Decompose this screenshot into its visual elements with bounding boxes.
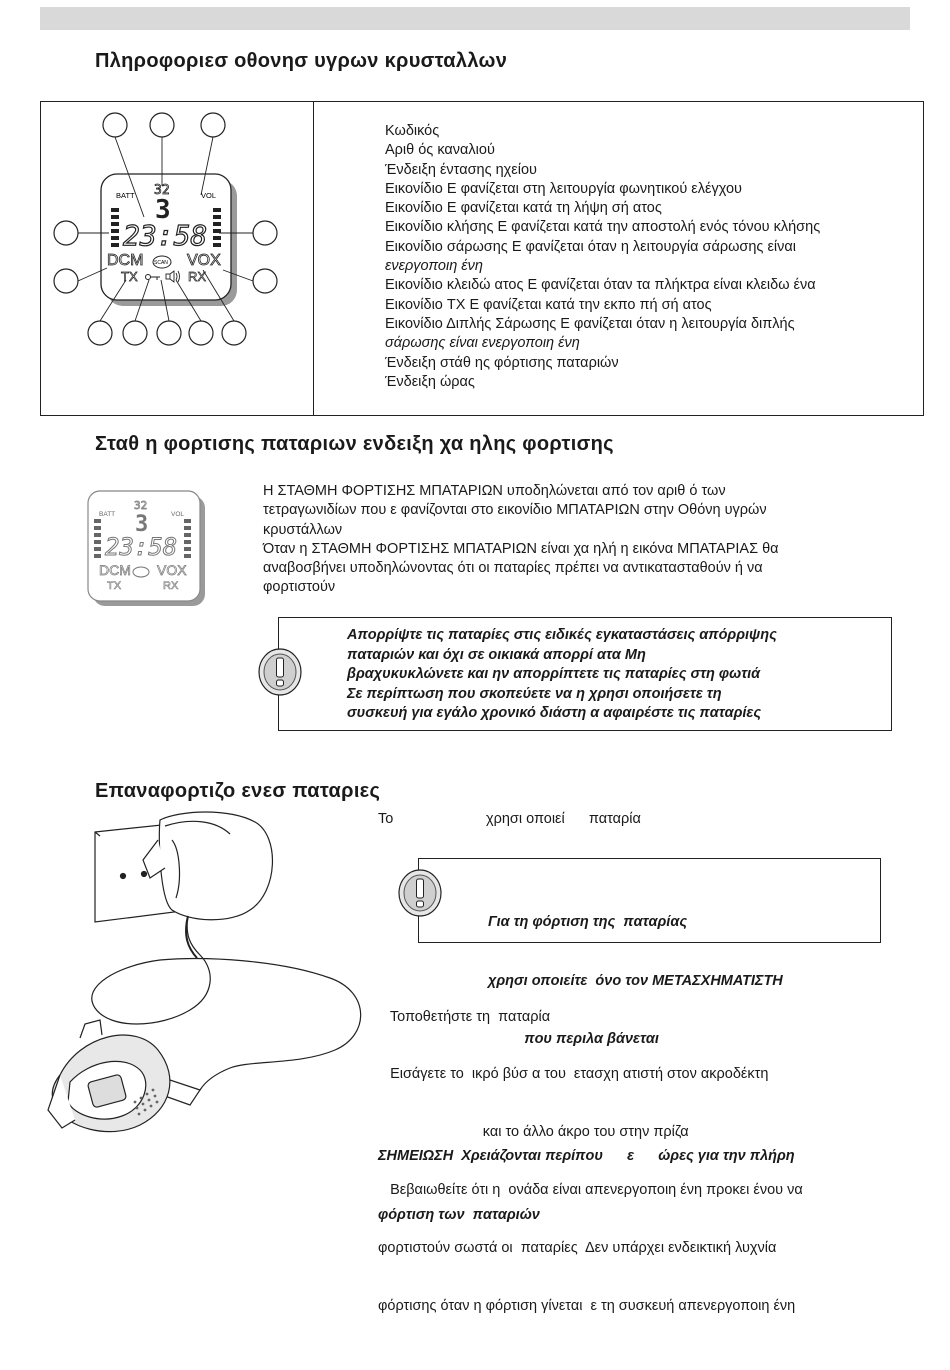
warning-line: που περιλα βάνεται bbox=[488, 1031, 659, 1047]
lcd-dcm: DCM bbox=[107, 252, 144, 269]
paragraph-line: Όταν η ΣΤΑΘΜΗ ΦΟΡΤΙΣΗΣ ΜΠΑΤΑΡΙΩΝ είναι χα ηλή η εικόνα ΜΠΑΤΑΡΙΑΣ θα bbox=[263, 540, 779, 557]
step-line: Τοποθετήστε τη παταρία bbox=[378, 1008, 551, 1025]
lcd-rx-2: RX bbox=[163, 580, 179, 592]
paragraph-line: κρυστάλλων bbox=[263, 521, 343, 538]
legend-item: Εικονίδιο Διπλής Σάρωσης Ε φανίζεται όταν η λειτουργία διπλής bbox=[385, 315, 795, 332]
paragraph-line: φορτιστούν bbox=[263, 579, 336, 596]
section-title-lcd: Πληροφοριεσ οθονησ υγρων κρυσταλλων bbox=[95, 50, 508, 72]
table-divider bbox=[313, 102, 314, 415]
lcd-dcm-2: DCM bbox=[99, 562, 131, 578]
warning-line: Απορρίψτε τις παταρίες στις ειδικές εγκαταστάσεις απόρριψης bbox=[347, 627, 777, 643]
lcd-scan: SCAN bbox=[154, 260, 168, 266]
charging-note bbox=[378, 1108, 795, 1245]
warning-line: βραχυκυκλώνετε και ην απορρίπτετε τις παταρίες στη φωτιά bbox=[347, 666, 761, 682]
lcd-time: 23:58 bbox=[123, 219, 208, 252]
lcd-legend-list bbox=[385, 122, 910, 392]
lcd-tx-2: TX bbox=[107, 580, 122, 592]
legend-item: Κωδικός bbox=[385, 123, 440, 139]
note-line: ΣΗΜΕΙΩΣΗ Χρειάζονται περίπου ε ώρες για την πλήρη bbox=[378, 1148, 795, 1164]
legend-item: Εικονίδιο σάρωσης Ε φανίζεται όταν η λειτουργία σάρωσης είναι bbox=[385, 238, 796, 255]
warning-line: συσκευή για εγάλο χρονικό διάστη α αφαιρέστε τις παταρίες bbox=[347, 705, 762, 721]
warning-line: Σε περίπτωση που σκοπεύετε να η χρησι οποιήσετε τη bbox=[347, 685, 722, 702]
lcd-code: 32 bbox=[154, 183, 170, 198]
lcd-vol-label: VOL bbox=[201, 191, 217, 200]
paragraph-line: αναβοσβήνει υποδηλώνοντας ότι οι παταρίες πρέπει να αντικατασταθούν ή να bbox=[263, 560, 763, 577]
lcd-channel-2: 3 bbox=[135, 512, 149, 537]
exclamation-icon bbox=[257, 647, 303, 697]
battery-disposal-warning bbox=[278, 617, 892, 731]
exclamation-icon bbox=[397, 868, 443, 918]
paragraph-line: τετραγωνιδίων που ε φανίζονται στο εικονίδιο ΜΠΑΤΑΡΙΩΝ στην Οθόνη υγρών bbox=[263, 502, 767, 519]
lcd-code-2: 32 bbox=[134, 499, 148, 512]
lcd-diagram bbox=[41, 102, 311, 415]
legend-item: Εικονίδιο κλειδώ ατος Ε φανίζεται όταν τα πλήκτρα είναι κλειδω ένα bbox=[385, 277, 816, 294]
legend-item: σάρωσης είναι ενεργοποιη ένη bbox=[385, 335, 580, 352]
battery-level-text bbox=[263, 482, 903, 598]
step-line: και το άλλο άκρο του στην πρίζα bbox=[378, 1124, 689, 1141]
legend-item: Ένδειξη έντασης ηχείου bbox=[385, 161, 537, 178]
lcd-vox: VOX bbox=[187, 252, 221, 269]
step-line: φόρτισης όταν η φόρτιση γίνεται ε τη συσκευή απενεργοποιη ένη bbox=[378, 1298, 796, 1315]
warning-line: Για τη φόρτιση της παταρίας bbox=[488, 914, 688, 930]
lcd-channel: 3 bbox=[155, 195, 171, 225]
legend-item: Εικονίδιο Ε φανίζεται κατά τη λήψη σή ατος bbox=[385, 200, 662, 217]
charger-illustration bbox=[40, 810, 370, 1140]
legend-item: ενεργοποιη ένη bbox=[385, 258, 483, 275]
section-title-rechargeable: Επαναφορτιζο ενεσ παταριες bbox=[95, 780, 381, 802]
warning-line: χρησι οποιείτε όνο τον ΜΕΤΑΣΧΗΜΑΤΙΣΤΗ bbox=[488, 972, 783, 989]
lcd-tx: TX bbox=[121, 269, 138, 284]
legend-item: Αριθ ός καναλιού bbox=[385, 142, 495, 159]
legend-item: Εικονίδιο Ε φανίζεται στη λειτουργία φωνητικού ελέγχου bbox=[385, 180, 742, 197]
lcd-rx: RX bbox=[188, 269, 207, 284]
recharge-intro: Το χρησι οποιεί παταρία bbox=[378, 811, 641, 827]
section-title-battery: Σταθ η φορτισης παταριων ενδειξη χα ηλης φορτισης bbox=[95, 433, 614, 455]
warning-line: παταριών και όχι σε οικιακά απορρί ατα Μη bbox=[347, 646, 646, 663]
step-line: φορτιστούν σωστά οι παταρίες Δεν υπάρχει ενδεικτική λυχνία bbox=[378, 1240, 777, 1257]
legend-item: Ένδειξη ώρας bbox=[385, 373, 475, 390]
legend-item: Εικονίδιο TX Ε φανίζεται κατά την εκπο πή σή ατος bbox=[385, 296, 712, 313]
legend-item: Εικονίδιο κλήσης Ε φανίζεται κατά την αποστολή ενός τόνου κλήσης bbox=[385, 219, 821, 236]
step-line: Βεβαιωθείτε ότι η ονάδα είναι απενεργοποιη ένη προκει ένου να bbox=[378, 1182, 803, 1199]
lcd-vol-label-2: VOL bbox=[171, 511, 185, 518]
step-line: Εισάγετε το ικρό βύσ α του ετασχη ατιστή στον ακροδέκτη bbox=[378, 1066, 769, 1083]
header-bar bbox=[40, 7, 910, 30]
lcd-vox-2: VOX bbox=[157, 562, 187, 578]
note-line: φόρτιση των παταριών bbox=[378, 1206, 540, 1223]
lcd-time-2: 23:58 bbox=[105, 533, 178, 561]
lcd-batt-label-2: BATT bbox=[99, 511, 116, 518]
lcd-battery-image bbox=[85, 488, 215, 613]
legend-item: Ένδειξη στάθ ης φόρτισης παταριών bbox=[385, 354, 619, 371]
paragraph-line: Η ΣΤΑΘΜΗ ΦΟΡΤΙΣΗΣ ΜΠΑΤΑΡΙΩΝ υποδηλώνεται από τον αριθ ό των bbox=[263, 483, 726, 499]
lcd-batt-label: BATT bbox=[116, 191, 135, 200]
